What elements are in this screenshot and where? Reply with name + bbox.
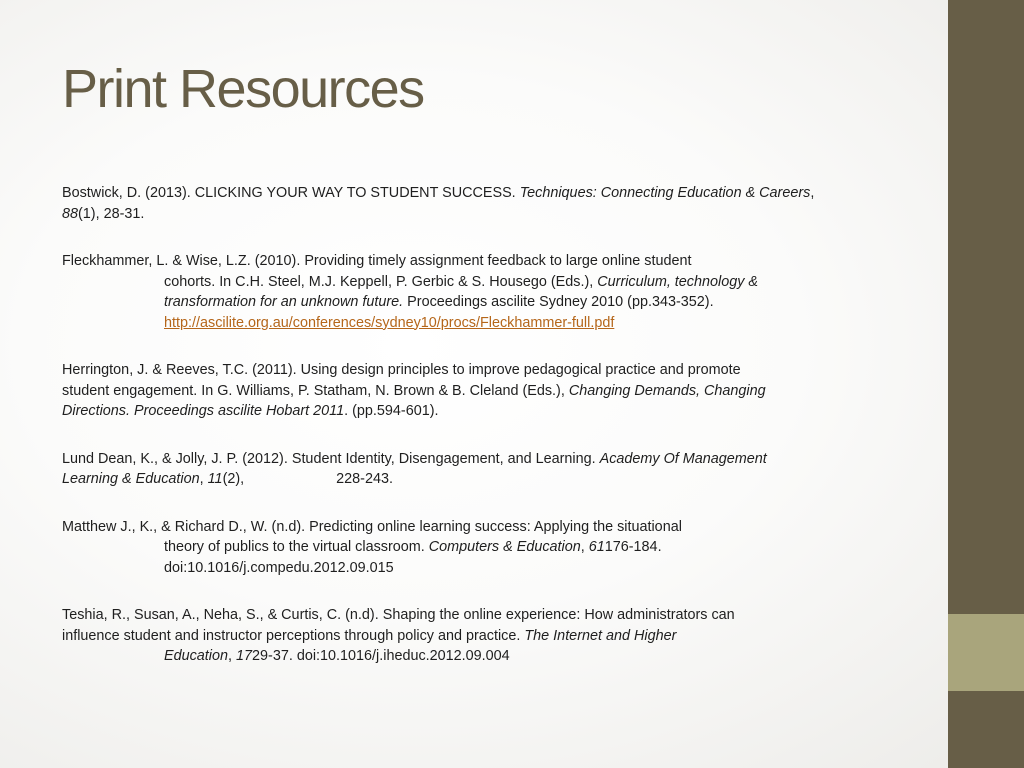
reference-item <box>62 183 892 224</box>
italic-text: Computers & Education <box>428 539 581 555</box>
reference-line: Teshia, R., Susan, A., Neha, S., & Curtis, C. (n.d). Shaping the online experience: How administrators can <box>62 607 735 623</box>
reference-line: Lund Dean, K., & Jolly, J. P. (2012). Student Identity, Disengagement, and Learning. Academy Of Management <box>62 450 767 467</box>
italic-text: transformation for an unknown future. <box>164 294 404 310</box>
reference-line: influence student and instructor perceptions through policy and practice. The Internet and Higher <box>62 627 677 644</box>
reference-item <box>62 449 892 490</box>
slide-title: Print Resources <box>62 59 424 119</box>
reference-line: theory of publics to the virtual classroom. Computers & Education, 61176-184. <box>164 539 662 555</box>
reference-line: Learning & Education, 11(2), 228-243. <box>62 471 393 487</box>
italic-text: 61 <box>588 539 605 555</box>
italic-text: 88 <box>62 205 79 222</box>
reference-list <box>62 183 892 667</box>
reference-line: cohorts. In C.H. Steel, M.J. Keppell, P. Gerbic & S. Housego (Eds.), Curriculum, technology & <box>164 273 759 290</box>
italic-text: The Internet and Higher <box>524 627 677 644</box>
reference-item <box>62 360 892 422</box>
sidebar-accent-block <box>948 614 1024 691</box>
reference-link[interactable]: http://ascilite.org.au/conferences/sydney10/procs/Fleckhammer-full.pdf <box>164 314 615 331</box>
italic-text: 17 <box>236 648 253 664</box>
reference-item <box>62 251 892 333</box>
italic-text: Academy Of Management <box>599 450 767 467</box>
reference-item <box>62 517 892 579</box>
italic-text: 11 <box>207 471 223 487</box>
reference-line: Bostwick, D. (2013). CLICKING YOUR WAY TO STUDENT SUCCESS. Techniques: Connecting Education & Careers, <box>62 185 815 201</box>
reference-line: Education, 1729-37. doi:10.1016/j.iheduc.2012.09.004 <box>164 648 510 664</box>
reference-line: Fleckhammer, L. & Wise, L.Z. (2010). Providing timely assignment feedback to large online student <box>62 253 692 269</box>
italic-text: Education <box>164 648 229 664</box>
reference-line: student engagement. In G. Williams, P. Statham, N. Brown & B. Cleland (Eds.), Changing Demands, Changing <box>62 382 766 399</box>
reference-line: Directions. Proceedings ascilite Hobart 2011. (pp.594-601). <box>62 403 439 419</box>
reference-line <box>62 313 892 334</box>
reference-line: transformation for an unknown future. Proceedings ascilite Sydney 2010 (pp.343-352). <box>164 294 714 310</box>
reference-line: Herrington, J. & Reeves, T.C. (2011). Using design principles to improve pedagogical practice and promote <box>62 362 741 378</box>
reference-line: doi:10.1016/j.compedu.2012.09.015 <box>164 559 394 576</box>
reference-item <box>62 605 892 667</box>
italic-text: Techniques: Connecting Education & Careers <box>519 185 811 201</box>
reference-line: Matthew J., K., & Richard D., W. (n.d). Predicting online learning success: Applying the situational <box>62 518 682 535</box>
italic-text: Directions. Proceedings ascilite Hobart 2011 <box>62 403 345 419</box>
italic-text: Curriculum, technology & <box>597 273 759 290</box>
italic-text: Changing Demands, Changing <box>568 382 766 399</box>
reference-line: 88(1), 28-31. <box>62 205 145 222</box>
italic-text: Learning & Education <box>62 471 200 487</box>
